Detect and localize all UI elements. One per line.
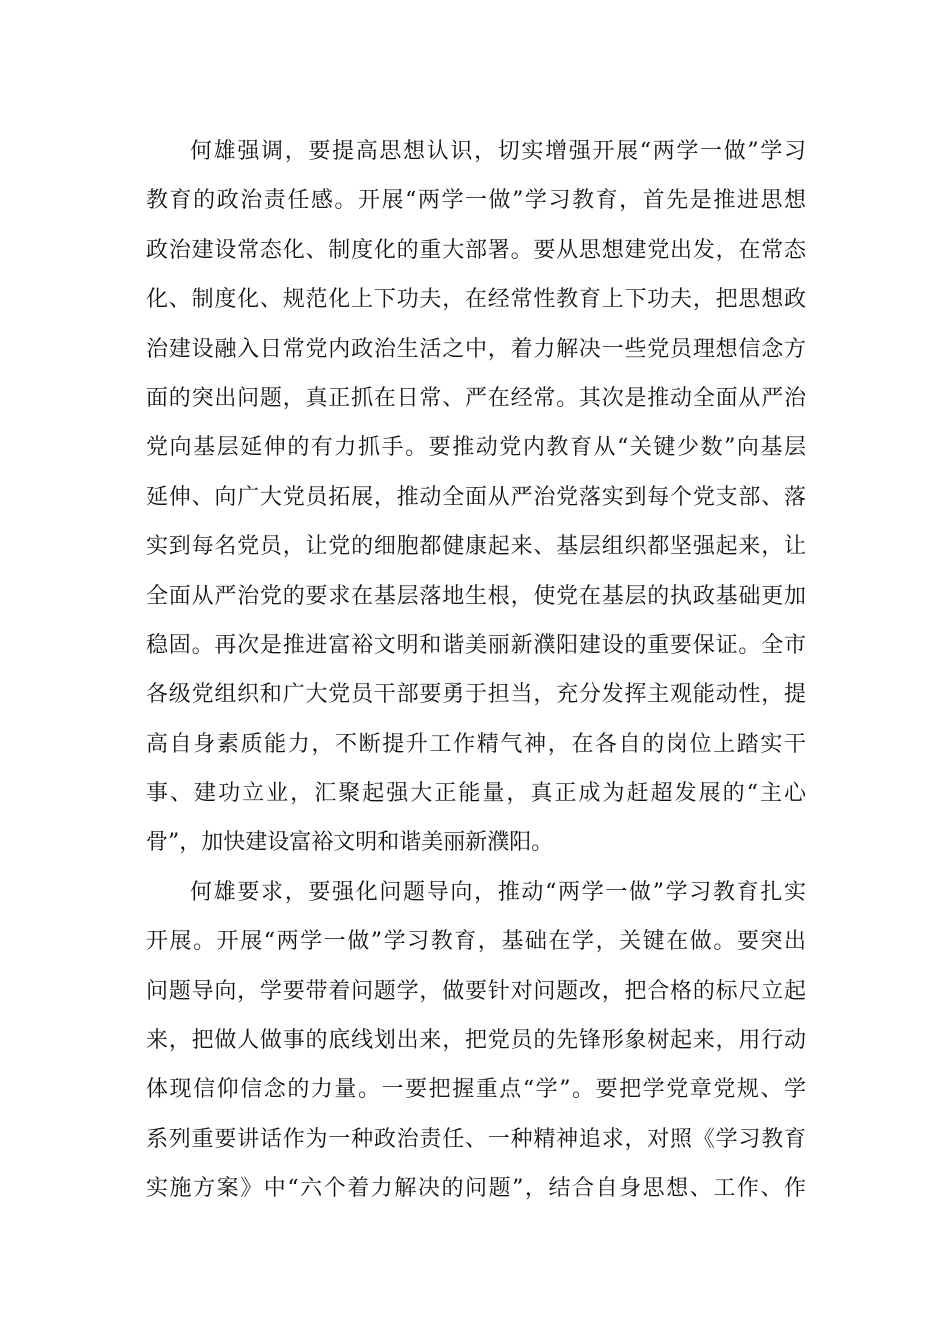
paragraph-1-line-8: 延伸、向广大党员拓展，推动全面从严治党落实到每个党支部、落 bbox=[146, 484, 806, 510]
paragraph-1-line-6: 面的突出问题，真正抓在日常、严在经常。其次是推动全面从严治 bbox=[146, 385, 806, 411]
paragraph-1-line-13: 高自身素质能力，不断提升工作精气神，在各自的岗位上踏实干 bbox=[146, 731, 806, 757]
paragraph-1-line-5: 治建设融入日常党内政治生活之中，着力解决一些党员理想信念方 bbox=[146, 336, 806, 362]
paragraph-1-line-12: 各级党组织和广大党员干部要勇于担当，充分发挥主观能动性，提 bbox=[146, 682, 806, 708]
paragraph-1-line-14: 事、建功立业，汇聚起强大正能量，真正成为赶超发展的“主心 bbox=[146, 781, 806, 807]
paragraph-1-line-11: 稳固。再次是推进富裕文明和谐美丽新濮阳建设的重要保证。全市 bbox=[146, 632, 806, 658]
paragraph-1-line-7: 党向基层延伸的有力抓手。要推动党内教育从“关键少数”向基层 bbox=[146, 435, 806, 461]
paragraph-2-line-1: 何雄要求，要强化问题导向，推动“两学一做”学习教育扎实 bbox=[190, 879, 806, 905]
paragraph-2-line-4: 来，把做人做事的底线划出来，把党员的先锋形象树起来，用行动 bbox=[146, 1028, 806, 1054]
paragraph-1-line-4: 化、制度化、规范化上下功夫，在经常性教育上下功夫，把思想政 bbox=[146, 287, 806, 313]
document-body bbox=[146, 127, 806, 1214]
paragraph-1-line-1: 何雄强调，要提高思想认识，切实增强开展“两学一做”学习 bbox=[190, 139, 806, 164]
paragraph-1-line-3: 政治建设常态化、制度化的重大部署。要从思想建党出发，在常态 bbox=[146, 237, 806, 263]
paragraph-1-line-9: 实到每名党员，让党的细胞都健康起来、基层组织都坚强起来，让 bbox=[146, 534, 806, 560]
paragraph-2-line-5: 体现信仰信念的力量。一要把握重点“学”。要把学党章党规、学 bbox=[146, 1077, 806, 1103]
paragraph-2-line-7: 实施方案》中“六个着力解决的问题”，结合自身思想、工作、作 bbox=[146, 1176, 806, 1202]
paragraph-2-line-2: 开展。开展“两学一做”学习教育，基础在学，关键在做。要突出 bbox=[146, 929, 806, 955]
paragraph-2-line-3: 问题导向，学要带着问题学，做要针对问题改，把合格的标尺立起 bbox=[146, 978, 806, 1004]
paragraph-1-line-10: 全面从严治党的要求在基层落地生根，使党在基层的执政基础更加 bbox=[146, 583, 806, 609]
paragraph-2-line-6: 系列重要讲话作为一种政治责任、一种精神追求，对照《学习教育 bbox=[146, 1126, 806, 1152]
paragraph-1-line-15: 骨”，加快建设富裕文明和谐美丽新濮阳。 bbox=[146, 830, 554, 856]
paragraph-1-line-2: 教育的政治责任感。开展“两学一做”学习教育，首先是推进思想 bbox=[146, 188, 806, 214]
